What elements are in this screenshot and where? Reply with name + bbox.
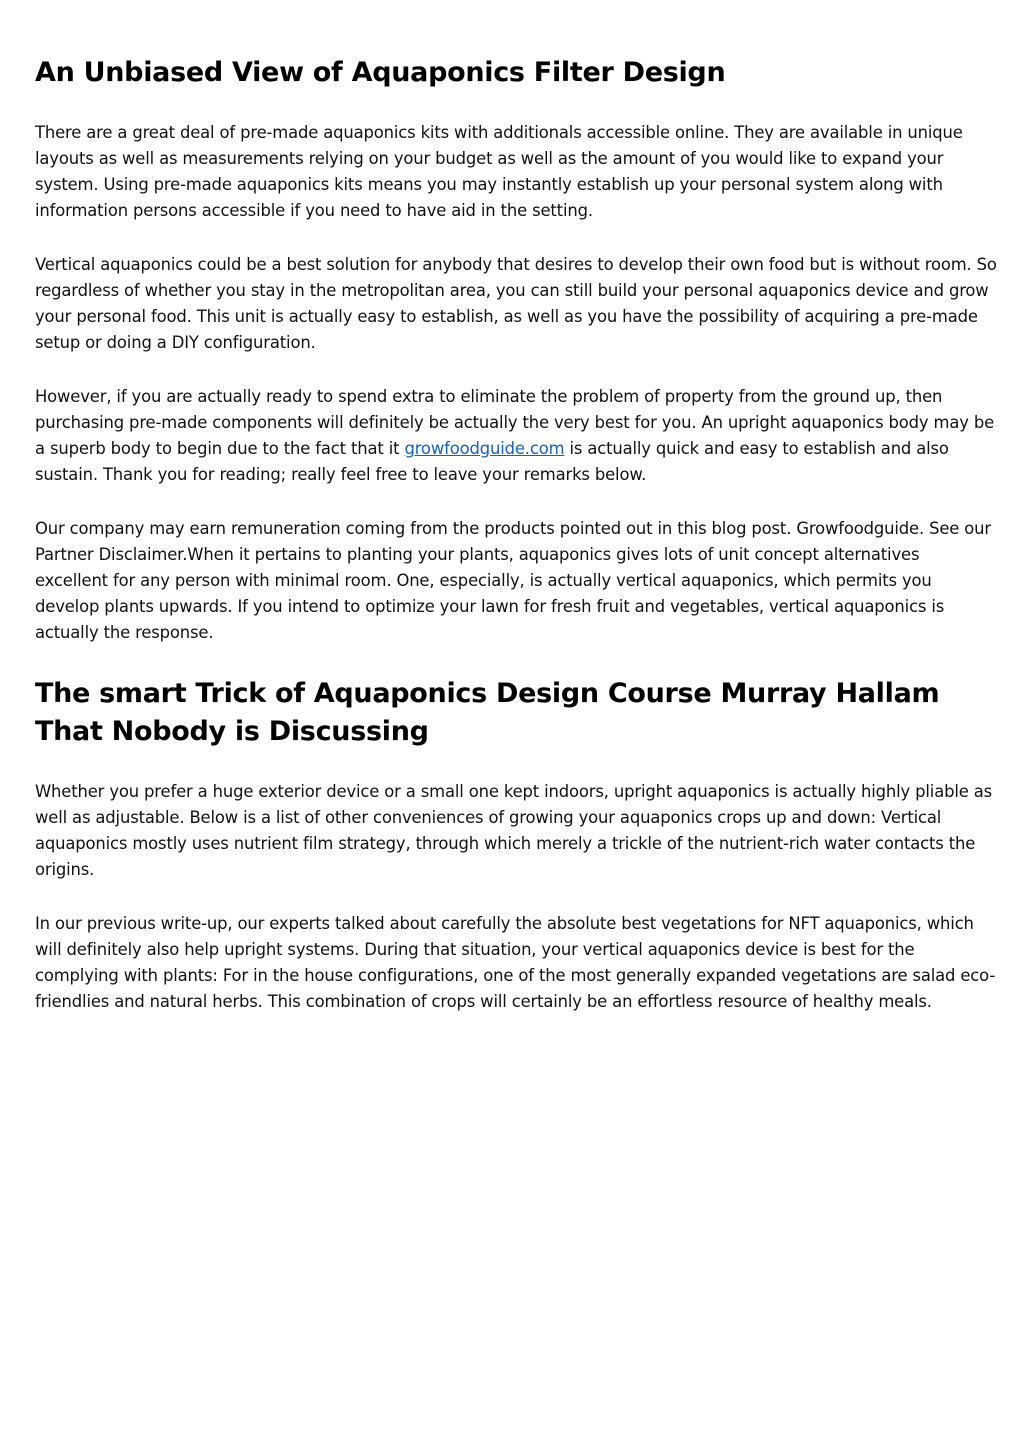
paragraph-2: Vertical aquaponics could be a best solution for anybody that desires to develop their own food but is without room. So regardless of whether you stay in the metropolitan area, you can still build your personal aquaponics device and grow your personal food. This unit is actually easy to establish, as well as you have the possibility of acquiring a pre-made setup or doing a DIY configuration.: [35, 255, 997, 352]
paragraph-3-text-after: is actually quick and easy to establish and also sustain. Thank you for reading; really feel free to leave your remarks below.: [35, 439, 949, 484]
paragraph-6: In our previous write-up, our experts talked about carefully the absolute best vegetations for NFT aquaponics, which will definitely also help upright systems. During that situation, your vertical aquaponics device is best for the complying with plants: For in the house configurations, one of the most generally expanded vegetations are salad eco-friendlies and natural herbs. This combination of crops will certainly be an effortless resource of healthy meals.: [35, 914, 996, 1011]
paragraph-1: There are a great deal of pre-made aquaponics kits with additionals accessible online. They are available in unique layouts as well as measurements relying on your budget as well as the amount of you would like to expand your system. Using pre-made aquaponics kits means you may instantly establish up your personal system along with information persons accessible if you need to have aid in the setting.: [35, 123, 963, 220]
paragraph-4: Our company may earn remuneration coming from the products pointed out in this blog post. Growfoodguide. See our Partner Disclaimer.When it pertains to planting your plants, aquaponics gives lots of unit concept alternatives excellent for any person with minimal room. One, especially, is actually vertical aquaponics, which permits you develop plants upwards. If you intend to optimize your lawn for fresh fruit and vegetables, vertical aquaponics is actually the response.: [35, 519, 991, 642]
section-heading-1: An Unbiased View of Aquaponics Filter Design: [35, 57, 726, 88]
section-heading-2: The smart Trick of Aquaponics Design Course Murray Hallam That Nobody is Discussing: [35, 678, 940, 747]
growfoodguide-link[interactable]: growfoodguide.com: [404, 439, 565, 458]
paragraph-5: Whether you prefer a huge exterior device or a small one kept indoors, upright aquaponics is actually highly pliable as well as adjustable. Below is a list of other conveniences of growing your aquaponics crops up and down: Vertical aquaponics mostly uses nutrient film strategy, through which merely a trickle of the nutrient-rich water contacts the origins.: [35, 782, 993, 879]
paragraph-3-text-before: However, if you are actually ready to spend extra to eliminate the problem of property from the ground up, then purchasing pre-made components will definitely be actually the very best for you. An upright aquaponics body may be a superb body to begin due to the fact that it: [35, 387, 995, 458]
paragraph-3-with-link: [35, 384, 997, 488]
